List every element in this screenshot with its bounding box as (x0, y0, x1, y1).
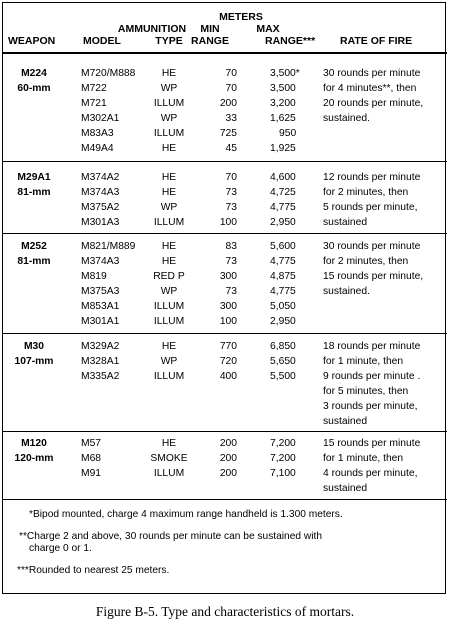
min-range-cell: 73 (225, 286, 237, 297)
max-range-cell: 2,950 (270, 217, 296, 228)
model-cell: M301A1 (81, 316, 120, 327)
type-cell: HE (161, 143, 177, 154)
model-cell: M374A3 (81, 187, 120, 198)
weapon-header: WEAPON (8, 35, 56, 47)
weapon-name: M252 (21, 241, 47, 252)
rate-of-fire-line: 4 rounds per minute, (323, 468, 418, 479)
weapon-caliber: 81-mm (17, 256, 51, 267)
model-cell: M83A3 (81, 128, 114, 139)
rate-of-fire-line: 5 rounds per minute, (323, 202, 418, 213)
rate-of-fire-line: for 1 minute, then (323, 356, 404, 367)
min-range-cell: 300 (219, 301, 237, 312)
max-range-cell: 5,600 (270, 241, 296, 252)
type-header: TYPE (155, 35, 183, 47)
max-range-cell: 5,500 (270, 371, 296, 382)
type-cell: WP (160, 286, 178, 297)
min-range-cell: 100 (219, 316, 237, 327)
model-cell: M375A3 (81, 286, 120, 297)
model-header: MODEL (83, 35, 121, 47)
model-cell: M821/M889 (81, 241, 136, 252)
footnote-charge-continued: charge 0 or 1. (29, 543, 92, 554)
weapon-caliber: 107-mm (14, 356, 54, 367)
min-range-cell: 720 (219, 356, 237, 367)
rate-of-fire-line: sustained (323, 217, 368, 228)
model-cell: M335A2 (81, 371, 120, 382)
rate-of-fire-line: for 4 minutes**, then (323, 83, 417, 94)
type-cell: HE (161, 187, 177, 198)
min-header-top: MIN (200, 23, 220, 35)
model-cell: M374A2 (81, 172, 120, 183)
min-range-cell: 400 (219, 371, 237, 382)
max-range-cell: 3,500* (270, 68, 300, 79)
min-range-cell: 200 (219, 468, 237, 479)
weapon-name: M30 (23, 341, 45, 352)
min-range-cell: 200 (219, 438, 237, 449)
max-range-cell: 3,500 (270, 83, 296, 94)
min-range-cell: 725 (219, 128, 237, 139)
weapon-caliber: 60-mm (17, 83, 51, 94)
max-range-cell: 4,875 (270, 271, 296, 282)
footnote-rounding: ***Rounded to nearest 25 meters. (17, 565, 170, 576)
max-range-cell: 5,650 (270, 356, 296, 367)
type-cell: ILLUM (153, 468, 185, 479)
model-cell: M328A1 (81, 356, 120, 367)
max-range-cell: 4,775 (270, 202, 296, 213)
type-cell: RED P (153, 271, 185, 282)
model-cell: M819 (81, 271, 107, 282)
max-range-header: RANGE*** (265, 35, 316, 47)
model-cell: M374A3 (81, 256, 120, 267)
type-cell: WP (160, 356, 178, 367)
min-range-cell: 73 (225, 202, 237, 213)
model-cell: M853A1 (81, 301, 120, 312)
rate-of-fire-line: for 2 minutes, then (323, 256, 409, 267)
type-cell: HE (161, 256, 177, 267)
type-cell: ILLUM (153, 217, 185, 228)
type-cell: HE (161, 68, 177, 79)
min-range-cell: 83 (225, 241, 237, 252)
footnote-divider (3, 499, 447, 500)
rate-of-fire-line: 18 rounds per minute (323, 341, 421, 352)
group-divider (3, 233, 447, 234)
type-cell: WP (160, 113, 178, 124)
max-range-cell: 6,850 (270, 341, 296, 352)
type-cell: HE (161, 172, 177, 183)
type-cell: ILLUM (153, 316, 185, 327)
group-divider (3, 161, 447, 162)
max-range-cell: 2,950 (270, 316, 296, 327)
min-range-cell: 70 (225, 83, 237, 94)
min-range-cell: 73 (225, 187, 237, 198)
model-cell: M302A1 (81, 113, 120, 124)
type-cell: ILLUM (153, 301, 185, 312)
min-range-header: RANGE (191, 35, 229, 47)
min-range-cell: 100 (219, 217, 237, 228)
max-range-cell: 950 (279, 128, 297, 139)
max-range-cell: 4,725 (270, 187, 296, 198)
rate-of-fire-line: 15 rounds per minute (323, 438, 421, 449)
max-range-cell: 7,200 (270, 453, 296, 464)
model-cell: M57 (81, 438, 102, 449)
rate-of-fire-line: sustained. (323, 286, 370, 297)
max-range-cell: 4,775 (270, 256, 296, 267)
weapon-name: M120 (21, 438, 47, 449)
rate-of-fire-line: sustained (323, 416, 368, 427)
max-range-cell: 3,200 (270, 98, 296, 109)
rate-of-fire-line: 15 rounds per minute, (323, 271, 424, 282)
model-cell: M375A2 (81, 202, 120, 213)
min-range-cell: 200 (219, 453, 237, 464)
type-cell: ILLUM (153, 128, 185, 139)
rate-of-fire-line: for 2 minutes, then (323, 187, 409, 198)
model-cell: M720/M888 (81, 68, 136, 79)
min-range-cell: 70 (225, 68, 237, 79)
rate-of-fire-line: for 5 minutes, then (323, 386, 409, 397)
rate-of-fire-line: 30 rounds per minute (323, 241, 421, 252)
footnote-charge: **Charge 2 and above, 30 rounds per minute can be sustained with (19, 531, 322, 542)
model-cell: M68 (81, 453, 102, 464)
rate-of-fire-header: RATE OF FIRE (340, 35, 413, 47)
model-cell: M301A3 (81, 217, 120, 228)
type-cell: WP (160, 83, 178, 94)
header-divider (3, 52, 447, 54)
figure-caption: Figure B-5. Type and characteristics of mortars. (95, 604, 355, 619)
weapon-name: M224 (21, 68, 47, 79)
meters-header: METERS (219, 11, 263, 23)
model-cell: M49A4 (81, 143, 114, 154)
max-range-cell: 7,100 (270, 468, 296, 479)
type-cell: ILLUM (153, 371, 185, 382)
rate-of-fire-line: 12 rounds per minute (323, 172, 421, 183)
rate-of-fire-line: 9 rounds per minute . (323, 371, 421, 382)
rate-of-fire-line: 3 rounds per minute, (323, 401, 418, 412)
weapon-caliber: 81-mm (17, 187, 51, 198)
min-range-cell: 33 (225, 113, 237, 124)
max-range-cell: 1,925 (270, 143, 296, 154)
min-range-cell: 73 (225, 256, 237, 267)
min-range-cell: 45 (225, 143, 237, 154)
max-range-cell: 5,050 (270, 301, 296, 312)
weapon-name: M29A1 (17, 172, 51, 183)
min-range-cell: 770 (219, 341, 237, 352)
type-cell: WP (160, 202, 178, 213)
rate-of-fire-line: sustained. (323, 113, 370, 124)
rate-of-fire-line: 20 rounds per minute, (323, 98, 424, 109)
footnote-bipod: *Bipod mounted, charge 4 maximum range handheld is 1.300 meters. (29, 509, 343, 520)
max-range-cell: 4,775 (270, 286, 296, 297)
min-range-cell: 200 (219, 98, 237, 109)
group-divider (3, 431, 447, 432)
type-cell: ILLUM (153, 98, 185, 109)
mortar-table (2, 2, 446, 594)
max-range-cell: 1,625 (270, 113, 296, 124)
weapon-caliber: 120-mm (14, 453, 54, 464)
max-range-cell: 7,200 (270, 438, 296, 449)
max-header-top: MAX (256, 23, 280, 35)
max-range-cell: 4,600 (270, 172, 296, 183)
min-range-cell: 70 (225, 172, 237, 183)
rate-of-fire-line: 30 rounds per minute (323, 68, 421, 79)
type-cell: HE (161, 341, 177, 352)
rate-of-fire-line: sustained (323, 483, 368, 494)
model-cell: M722 (81, 83, 107, 94)
rate-of-fire-line: for 1 minute, then (323, 453, 404, 464)
model-cell: M91 (81, 468, 102, 479)
type-cell: SMOKE (150, 453, 188, 464)
type-cell: HE (161, 241, 177, 252)
group-divider (3, 333, 447, 334)
ammunition-header: AMMUNITION (117, 23, 187, 35)
type-cell: HE (161, 438, 177, 449)
model-cell: M329A2 (81, 341, 120, 352)
model-cell: M721 (81, 98, 107, 109)
min-range-cell: 300 (219, 271, 237, 282)
